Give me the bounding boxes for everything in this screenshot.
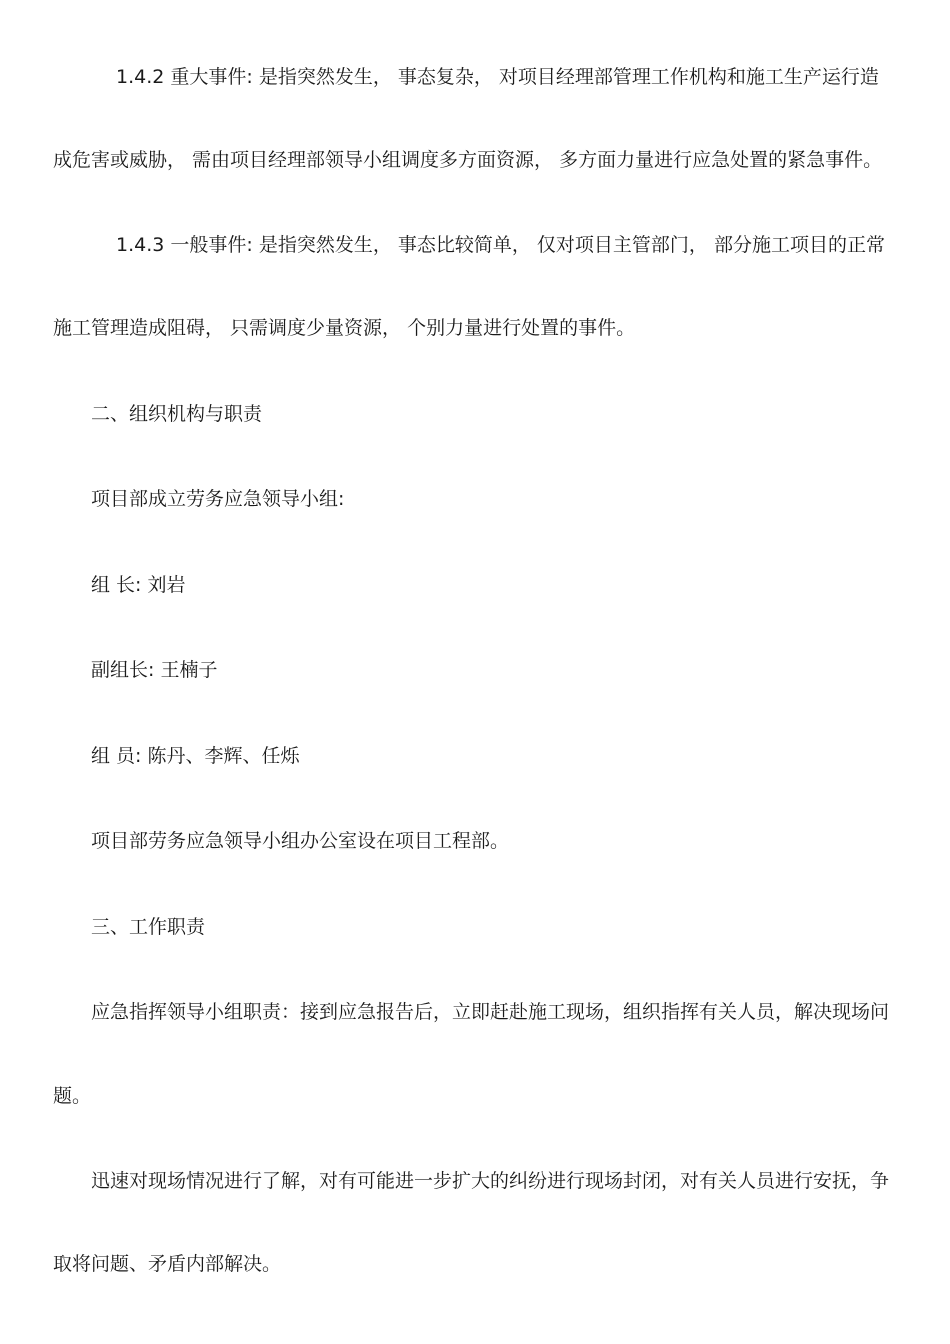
section-heading-duties: 三、工作职责	[91, 916, 206, 938]
deputy-leader-line: 副组长: 王楠子	[91, 659, 218, 681]
section-heading-organization: 二、组织机构与职责	[91, 403, 263, 425]
paragraph-response-line-1: 迅速对现场情况进行了解，对有可能进一步扩大的纠纷进行现场封闭，对有关人员进行安抚，争	[91, 1170, 890, 1192]
team-members-line: 组 员: 陈丹、李辉、任烁	[91, 745, 300, 767]
paragraph-response-line-2: 取将问题、矛盾内部解决。	[53, 1253, 282, 1275]
paragraph-1-line-2: 成危害或威胁， 需由项目经理部领导小组调度多方面资源， 多方面力量进行应急处置的紧急事件。	[53, 149, 883, 171]
office-location-line: 项目部劳务应急领导小组办公室设在项目工程部。	[91, 830, 510, 852]
paragraph-2-line-2: 施工管理造成阻碍， 只需调度少量资源， 个别力量进行处置的事件。	[53, 317, 636, 339]
paragraph-duties-line-1: 应急指挥领导小组职责：接到应急报告后，立即赶赴施工现场，组织指挥有关人员，解决现场问	[91, 1001, 890, 1023]
paragraph-2-line-1: 1.4.3 一般事件: 是指突然发生， 事态比较简单， 仅对项目主管部门， 部分施工项目的正常	[116, 234, 885, 256]
paragraph-duties-line-2: 题。	[53, 1085, 92, 1107]
team-leader-line: 组 长: 刘岩	[91, 574, 186, 596]
paragraph-1-line-1: 1.4.2 重大事件: 是指突然发生， 事态复杂， 对项目经理部管理工作机构和施工生产运行造	[116, 66, 879, 88]
paragraph-team-intro: 项目部成立劳务应急领导小组:	[91, 488, 345, 510]
